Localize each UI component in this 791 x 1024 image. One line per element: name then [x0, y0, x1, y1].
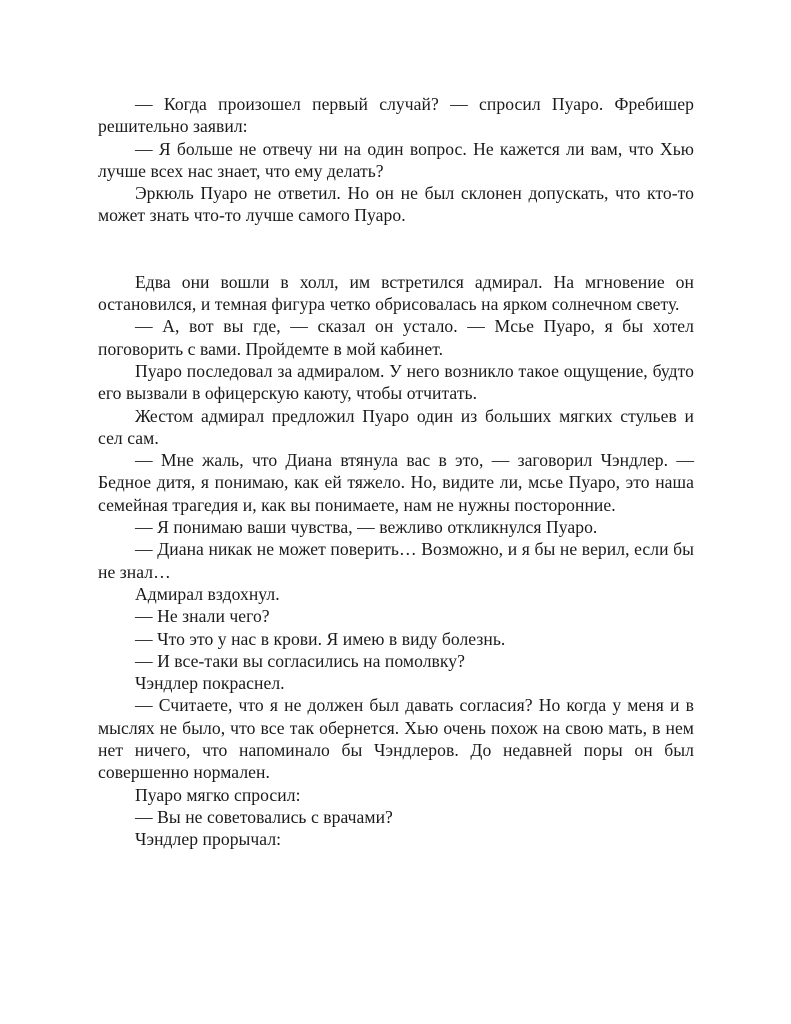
section-break: [98, 227, 694, 271]
paragraph: Эркюль Пуаро не ответил. Но он не был склонен допускать, что кто-то может знать что-то лучше самого Пуаро.: [98, 183, 694, 226]
paragraph: Пуаро последовал за адмиралом. У него возникло такое ощущение, будто его вызвали в офицерскую каюту, чтобы отчитать.: [98, 360, 694, 404]
paragraph: Чэндлер прорычал:: [135, 829, 282, 850]
paragraph: Пуаро мягко спросил:: [135, 784, 301, 805]
paragraph: Едва они вошли в холл, им встретился адмирал. На мгновение он остановился, и темная фигура четко обрисовалась на ярком солнечном свету.: [98, 271, 694, 315]
paragraph: — Не знали чего?: [135, 606, 270, 627]
paragraph: — Вы не советовались с врачами?: [135, 806, 393, 827]
paragraph: Жестом адмирал предложил Пуаро один из больших мягких стульев и сел сам.: [98, 405, 694, 448]
paragraph: — Я понимаю ваши чувства, — вежливо откликнулся Пуаро.: [135, 517, 598, 538]
document-page: [98, 93, 694, 851]
paragraph: — Я больше не отвечу ни на один вопрос. Не кажется ли вам, что Хью лучше всех нас знает, что ему делать?: [98, 138, 694, 181]
paragraph: — И все-таки вы согласились на помолвку?: [135, 650, 465, 671]
paragraph: — Что это у нас в крови. Я имею в виду болезнь.: [135, 628, 506, 649]
paragraph: — Диана никак не может поверить… Возможно, и я бы не верил, если бы не знал…: [98, 539, 694, 582]
paragraph: — Мне жаль, что Диана втянула вас в это, — заговорил Чэндлер. — Бедное дитя, я понимаю, как ей тяжело. Но, видите ли, мсье Пуаро, это наша семейная трагедия и, как вы понимаете, нам не нужны посторонние.: [98, 450, 694, 515]
paragraph: — Когда произошел первый случай? — спросил Пуаро. Фребишер решительно заявил:: [98, 94, 694, 137]
paragraph: — Считаете, что я не должен был давать согласия? Но когда у меня и в мыслях не было, что все так обернется. Хью очень похож на свою мать, в нем нет ничего, что напоминало бы Чэндлеров. До недавней поры он был совершенно нормален.: [98, 695, 694, 783]
paragraph: Чэндлер покраснел.: [135, 673, 285, 694]
paragraph: Адмирал вздохнул.: [135, 583, 280, 604]
paragraph: — А, вот вы где, — сказал он устало. — Мсье Пуаро, я бы хотел поговорить с вами. Пройдемте в мой кабинет.: [98, 316, 694, 359]
